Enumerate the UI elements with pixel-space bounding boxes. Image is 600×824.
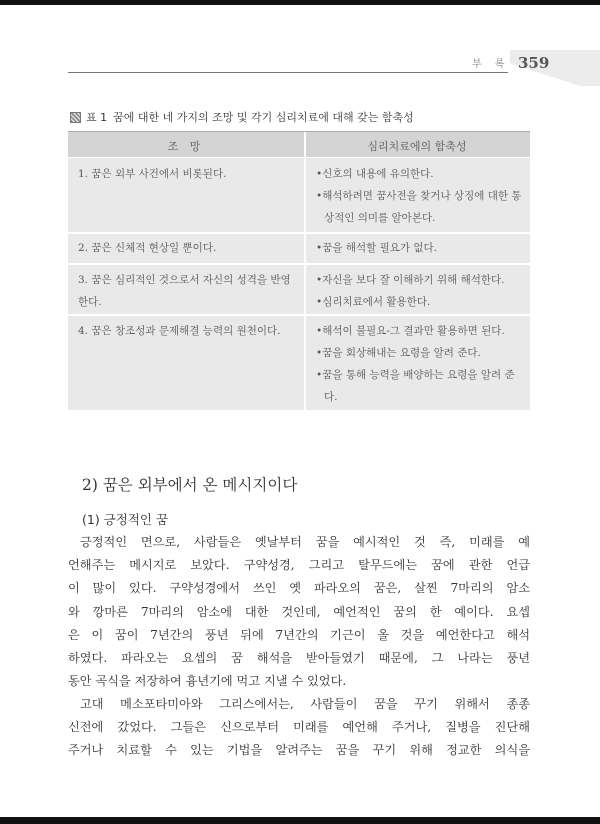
paragraph-line: 언해주는 메시지로 보았다. 구약성경, 그리고 탈무드에는 꿈에 관한 언급 bbox=[68, 558, 530, 573]
paragraph-line: 와 깡마른 7마리의 암소에 대한 것인데, 예언적인 꿈의 한 예이다. 요셉 bbox=[68, 604, 530, 619]
cell-line: 4. 꿈은 창조성과 문제해결 능력의 원천이다. bbox=[78, 325, 281, 337]
paragraph-line: 고대 메소포타미아와 그리스에서는, 사람들이 꿈을 꾸기 위해서 종종 bbox=[80, 697, 530, 711]
table-row bbox=[68, 163, 530, 235]
cell-line: 3. 꿈은 심리적인 것으로서 자신의 성격을 반영한다. bbox=[78, 274, 291, 308]
paragraph-line: 하였다. 파라오는 요셉의 꿈 해석을 받아들였기 때문에, 그 나라는 풍년 bbox=[68, 651, 530, 666]
cell-line: 1. 꿈은 외부 사건에서 비롯된다. bbox=[78, 168, 227, 180]
section-heading: 2) 꿈은 외부에서 온 메시지이다 bbox=[82, 476, 298, 494]
paragraph-line: 이 많이 있다. 구약성경에서 쓰인 옛 파라오의 꿈은, 살찐 7마리의 암소 bbox=[68, 581, 530, 596]
header-rule bbox=[68, 72, 508, 73]
row-separator bbox=[68, 263, 530, 265]
table-caption-text: 꿈에 대한 네 가지의 조망 및 각기 심리치료에 대해 갖는 함축성 bbox=[113, 111, 414, 124]
top-border bbox=[0, 0, 600, 5]
table-cell-perspective bbox=[78, 237, 298, 259]
table-cell-perspective bbox=[78, 269, 298, 313]
implications-table bbox=[68, 131, 530, 410]
table-caption-icon bbox=[70, 112, 81, 123]
bullet-item: •심리치료에서 활용한다. bbox=[316, 296, 431, 308]
page-number: 359 bbox=[518, 54, 550, 72]
paragraph-line: 동안 곡식을 저장하여 흉년기에 먹고 지낼 수 있었다. bbox=[68, 674, 347, 689]
table-cell-perspective bbox=[78, 163, 298, 185]
table-cell-implication bbox=[316, 320, 524, 408]
paragraph-line: 신전에 갔었다. 그들은 신으로부터 미래를 예언해 주거나, 질병을 진단해 bbox=[68, 720, 530, 735]
bottom-border bbox=[0, 817, 600, 824]
bullet-item: •해석이 불필요-그 결과만 활용하면 된다. bbox=[316, 325, 505, 337]
bullet-item: •해석하려면 꿈사전을 찾거나 상징에 대한 통상적인 의미를 알아본다. bbox=[316, 190, 522, 224]
table-header-implications: 심리치료에의 함축성 bbox=[367, 140, 467, 153]
row-separator bbox=[68, 314, 530, 316]
bullet-item: •꿈을 회상해내는 요령을 알려 준다. bbox=[316, 347, 481, 359]
table-caption-label: 표 1 bbox=[86, 111, 108, 124]
table-cell-implication bbox=[316, 163, 524, 229]
paragraph-positive-dreams bbox=[68, 531, 530, 693]
cell-line: 2. 꿈은 신체적 현상일 뿐이다. bbox=[78, 242, 217, 254]
running-header-section: 부 록 bbox=[472, 59, 510, 70]
table-cell-implication bbox=[316, 237, 524, 259]
table-cell-perspective bbox=[78, 320, 298, 342]
table-row bbox=[68, 320, 530, 408]
paragraph-ancient-temples bbox=[68, 693, 530, 763]
paragraph-line: 긍정적인 면으로, 사람들은 옛날부터 꿈을 예시적인 것 즉, 미래를 예 bbox=[80, 535, 530, 549]
table-cell-implication bbox=[316, 269, 524, 313]
table-header bbox=[68, 132, 530, 158]
paragraph-line: 주거나 치료할 수 있는 기법을 알려주는 꿈을 꾸기 위해 정교한 의식을 bbox=[68, 743, 530, 758]
row-separator bbox=[68, 232, 530, 234]
table-caption bbox=[70, 109, 414, 125]
table-header-perspective: 조 망 bbox=[167, 140, 205, 153]
bullet-item: •자신을 보다 잘 이해하기 위해 해석한다. bbox=[316, 274, 505, 286]
sub-heading: (1) 긍정적인 꿈 bbox=[82, 512, 169, 527]
bullet-item: •꿈을 해석할 필요가 없다. bbox=[316, 242, 437, 254]
paragraph-line: 은 이 꿈이 7년간의 풍년 뒤에 7년간의 기근이 올 것을 예언한다고 해석 bbox=[68, 627, 530, 642]
bullet-item: •꿈을 통해 능력을 배양하는 요령을 알려 준다. bbox=[316, 369, 515, 403]
bullet-item: •신호의 내용에 유의한다. bbox=[316, 168, 434, 180]
